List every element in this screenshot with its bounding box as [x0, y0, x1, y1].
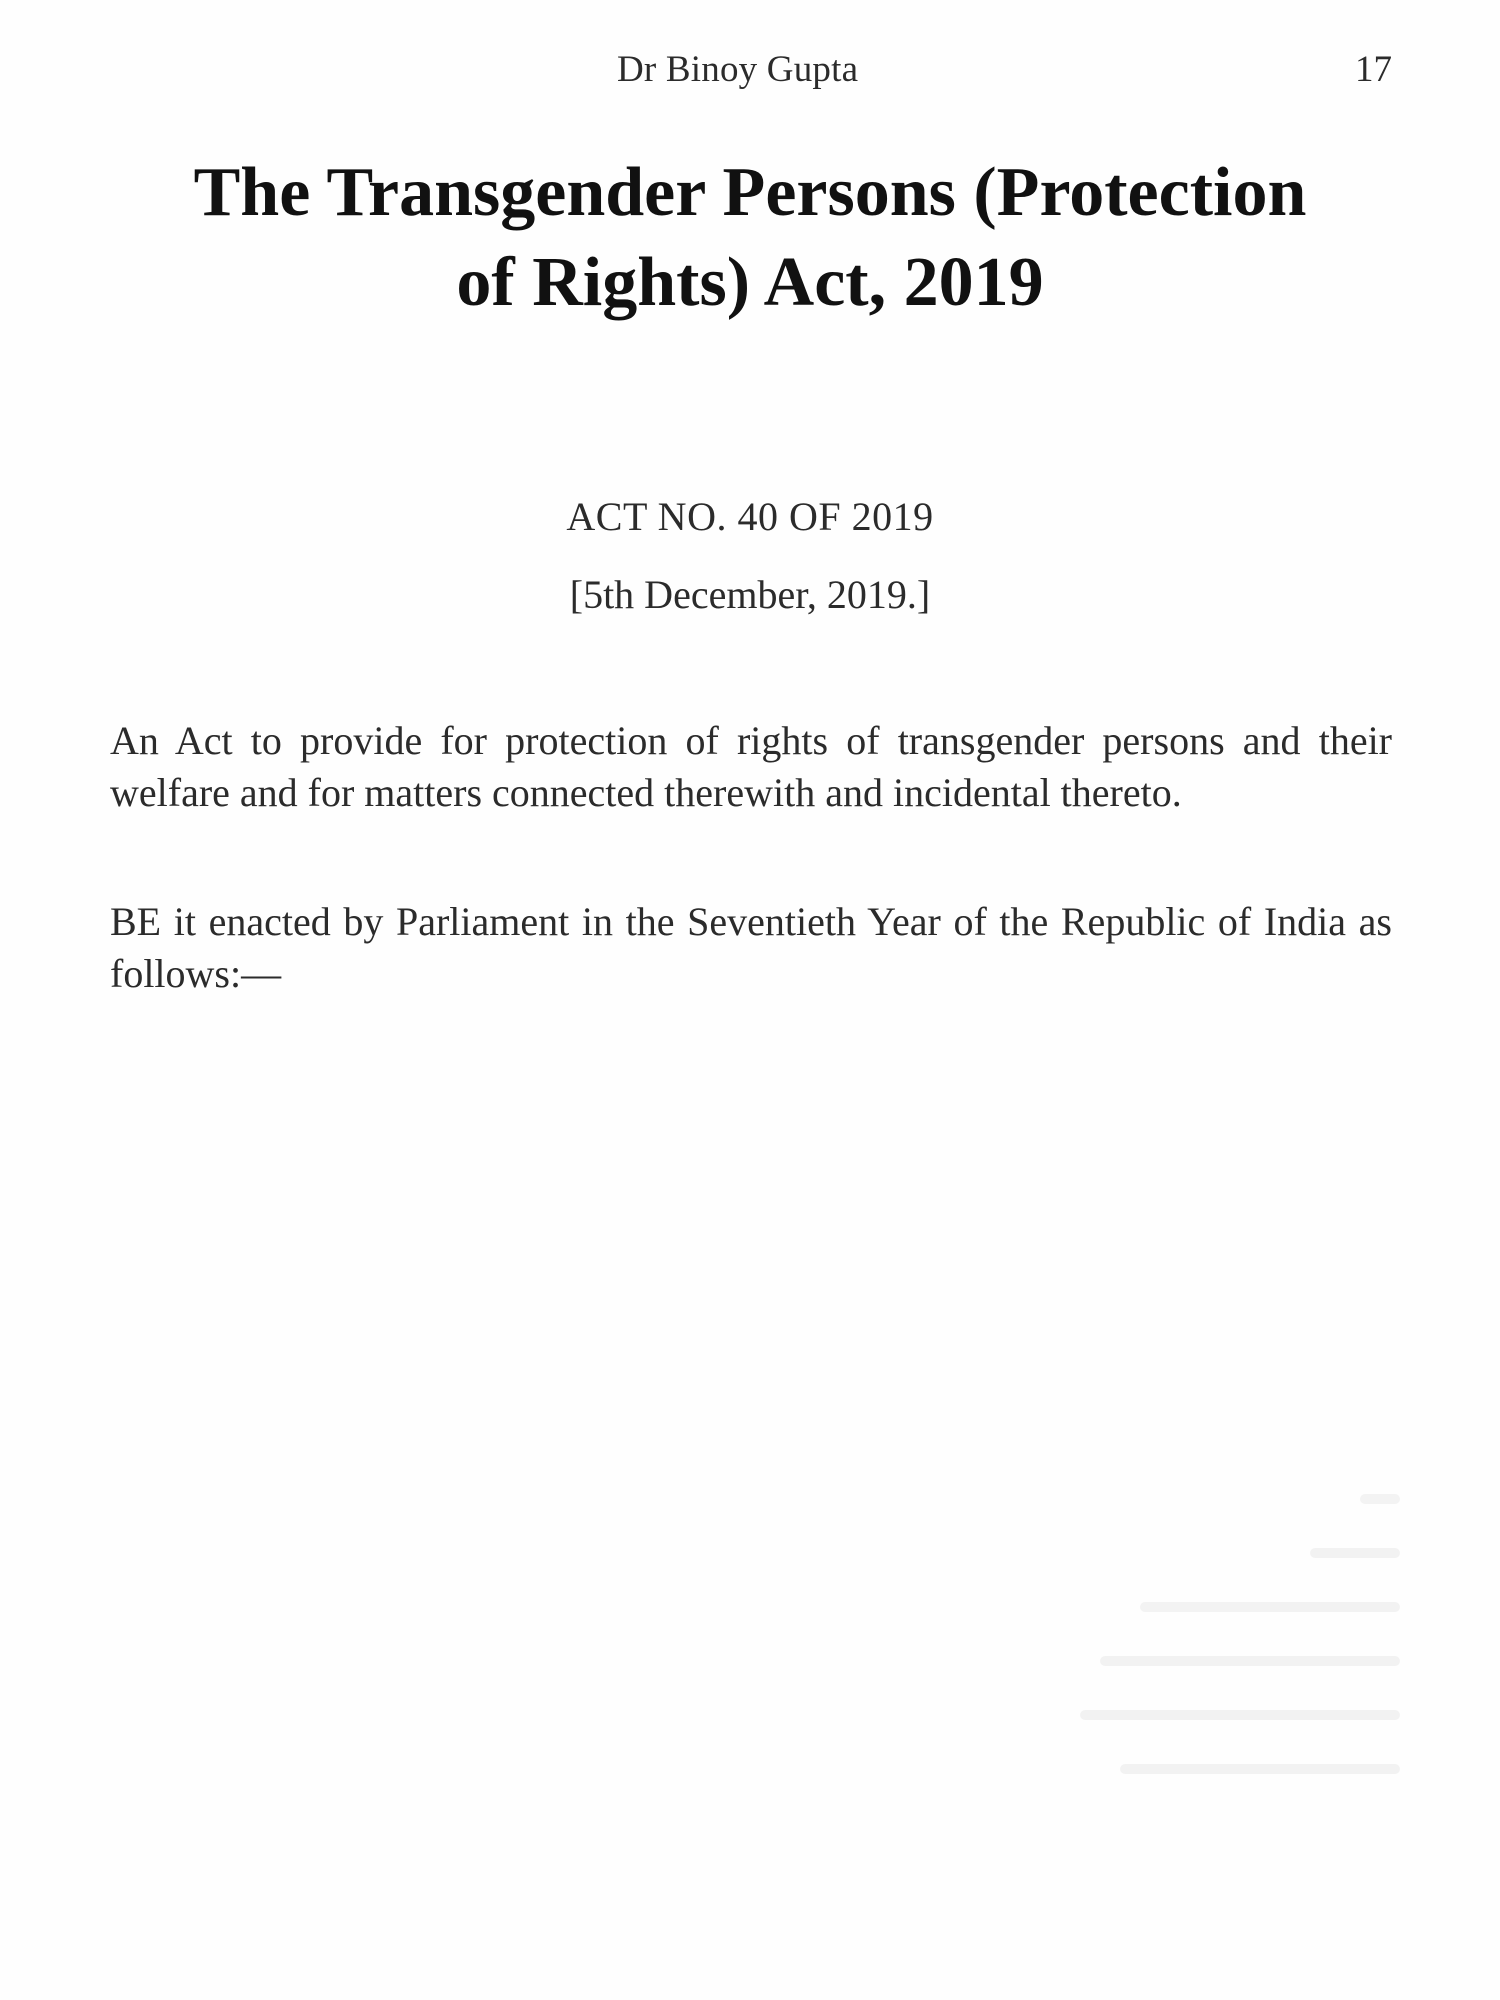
bleed-through-shadow	[1020, 1450, 1400, 1810]
preamble-paragraph: An Act to provide for protection of rights of transgender persons and their welfare and for matters connected therewith and incidental thereto.	[110, 718, 1392, 815]
act-number: ACT NO. 40 OF 2019	[566, 494, 934, 539]
running-head	[0, 48, 1500, 98]
running-head-author: Dr Binoy Gupta	[617, 49, 859, 90]
enactment-paragraph: BE it enacted by Parliament in the Seventieth Year of the Republic of India as follows:—	[110, 899, 1392, 996]
act-date: [5th December, 2019.]	[569, 572, 931, 617]
act-title-line-2: of Rights) Act, 2019	[456, 244, 1044, 321]
act-title-line-1: The Transgender Persons (Protection	[193, 154, 1307, 231]
page-number: 17	[1355, 49, 1392, 90]
act-title	[100, 148, 1400, 328]
